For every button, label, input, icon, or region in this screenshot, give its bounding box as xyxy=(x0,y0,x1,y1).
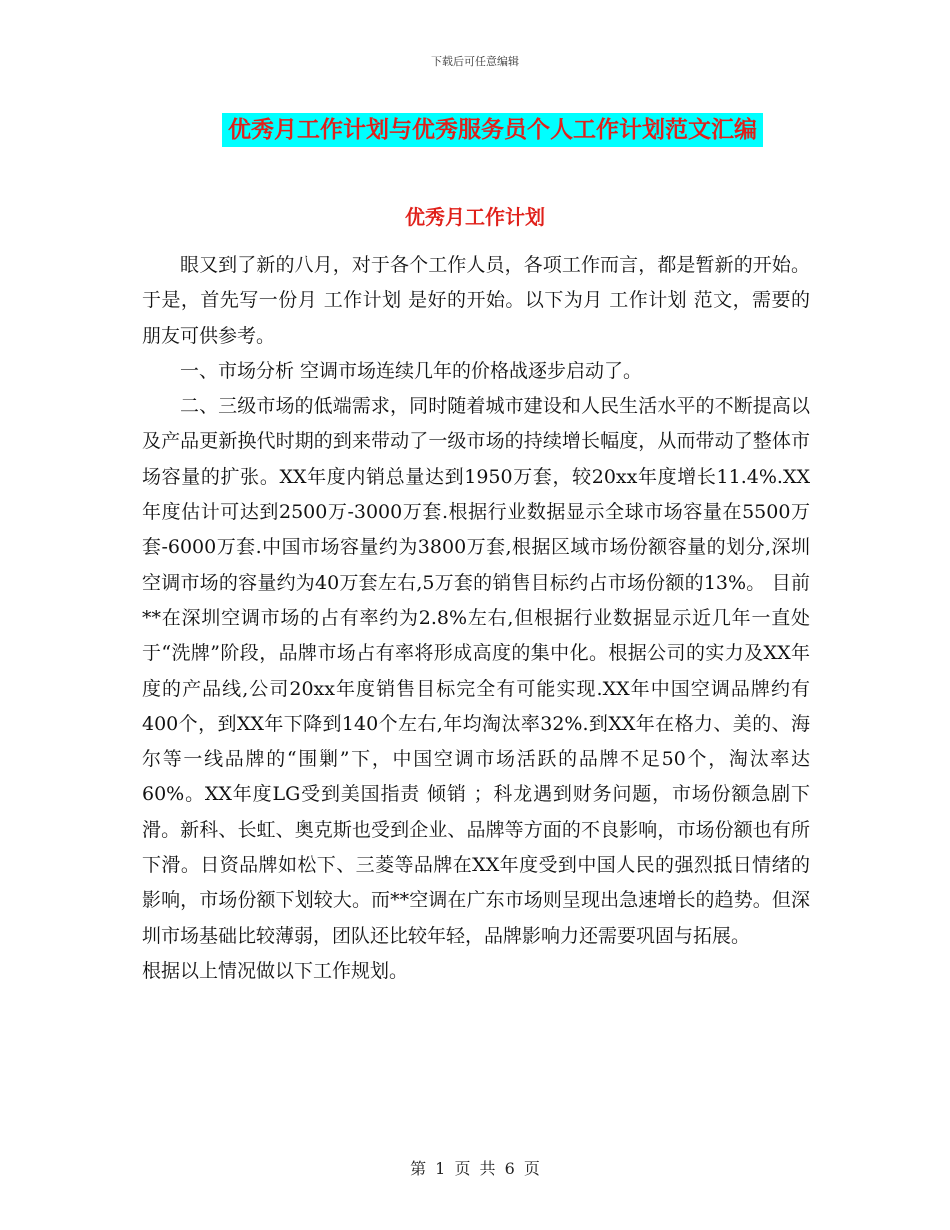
header-note: 下载后可任意编辑 xyxy=(431,55,519,68)
section-title: 优秀月工作计划 xyxy=(405,205,545,229)
paragraph-conclusion: 根据以上情况做以下工作规划。 xyxy=(142,959,409,982)
document-title: 优秀月工作计划与优秀服务员个人工作计划范文汇编 xyxy=(222,113,763,147)
document-body xyxy=(142,248,810,989)
paragraph-market-details: 二、三级市场的低端需求，同时随着城市建设和人民生活水平的不断提高以及产品更新换代时期的到来带动了一级市场的持续增长幅度，从而带动了整体市场容量的扩张。XX年度内销总量达到1950万套，较20xx年度增长11.4%.XX年度估计可达到2500万-3000万套.根据行业数据显示全球市场容量在5500万套-6000万套.中国市场容量约为3800万套,根据区域市场份额容量的划分,深圳空调市场的容量约为40万套左右,5万套的销售目标约占市场份额的13%。 目前**在深圳空调市场的占有率约为2.8%左右,但根据行业数据显示近几年一直处于“洗牌”阶段，品牌市场占有率将形成高度的集中化。根据公司的实力及XX年度的产品线,公司20xx年度销售目标完全有可能实现.XX年中国空调品牌约有400个，到XX年下降到140个左右,年均淘汰率32%.到XX年在格力、美的、海尔等一线品牌的“围剿”下，中国空调市场活跃的品牌不足50个，淘汰率达60%。XX年度LG受到美国指责 倾销 ；科龙遇到财务问题，市场份额急剧下滑。新科、长虹、奥克斯也受到企业、品牌等方面的不良影响，市场份额也有所下滑。日资品牌如松下、三菱等品牌在XX年度受到中国人民的强烈抵日情绪的影响，市场份额下划较大。而**空调在广东市场则呈现出急速增长的趋势。但深圳市场基础比较薄弱，团队还比较年轻，品牌影响力还需要巩固与拓展。 xyxy=(142,395,810,947)
paragraph-intro: 眼又到了新的八月，对于各个工作人员，各项工作而言，都是暂新的开始。于是，首先写一份月 工作计划 是好的开始。以下为月 工作计划 范文，需要的朋友可供参考。 xyxy=(142,254,810,347)
page-footer: 第 1 页 共 6 页 xyxy=(410,1159,540,1178)
main-title-container xyxy=(0,113,950,147)
paragraph-market-analysis: 一、市场分析 空调市场连续几年的价格战逐步启动了。 xyxy=(180,359,643,382)
